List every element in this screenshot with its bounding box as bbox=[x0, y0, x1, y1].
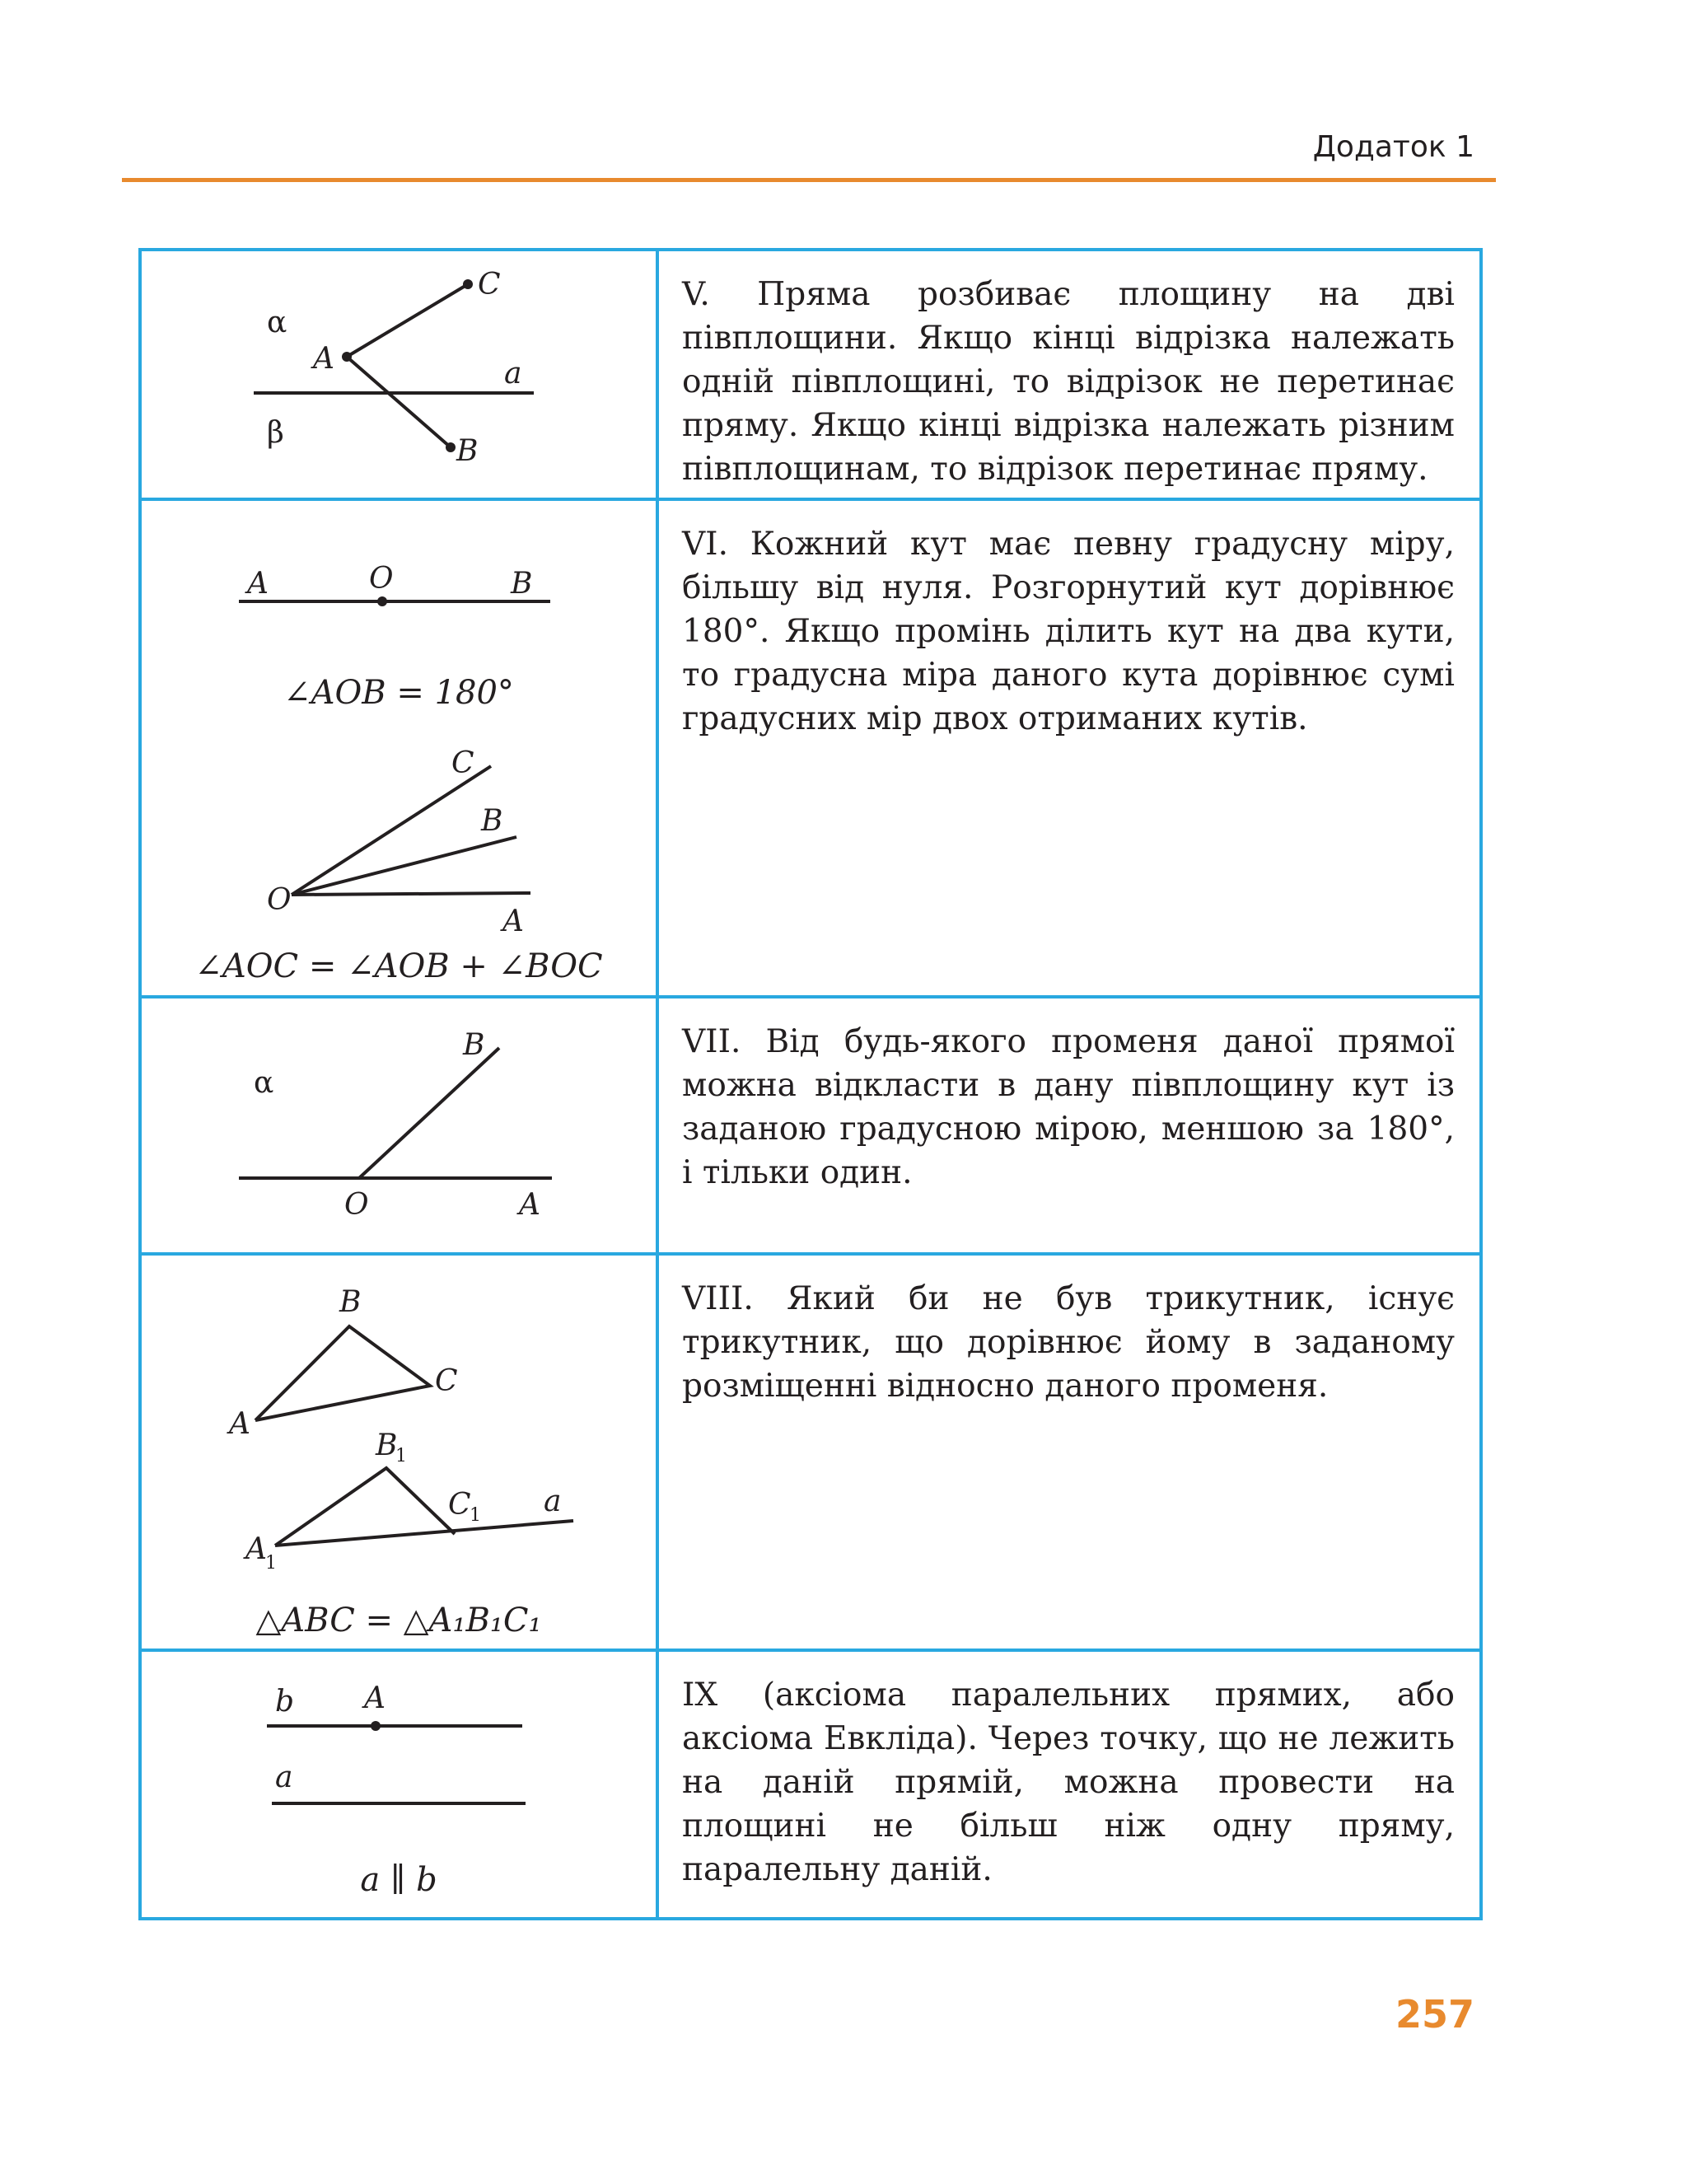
triangle-abc bbox=[255, 1326, 430, 1420]
segment-ab bbox=[347, 357, 451, 447]
axiom-8-text: VIII. Який би не був трикутник, існує трикутник, що дорівнює йому в заданому розміщенні відносно даного променя. bbox=[657, 1254, 1481, 1650]
label-c: C bbox=[435, 1363, 458, 1398]
label-alpha: α bbox=[267, 306, 287, 339]
page-number: 257 bbox=[1395, 1992, 1474, 2037]
point-b bbox=[446, 442, 456, 452]
label-a-angle: A bbox=[502, 905, 524, 939]
ray-ob bbox=[359, 1048, 499, 1178]
angle-measure-diagram bbox=[142, 501, 656, 989]
label-a1: A bbox=[245, 1532, 267, 1566]
half-planes-diagram bbox=[142, 251, 656, 495]
label-o-straight: O bbox=[369, 562, 394, 596]
label-b-straight: B bbox=[511, 567, 533, 601]
label-b: B bbox=[339, 1284, 362, 1319]
axiom-7-figure bbox=[140, 997, 657, 1254]
label-b-angle: B bbox=[481, 804, 503, 839]
ray-oa bbox=[292, 893, 530, 895]
label-ray-a: a bbox=[544, 1484, 562, 1518]
point-a bbox=[371, 1721, 381, 1731]
axiom-6-text: VI. Кожний кут має певну градусну міру, більшу від нуля. Розгорнутий кут дорівнює 180°. Якщо промінь ділить кут на два кути, то градусна міра даного кута дорівнює сумі градусних мір двох отриманих кутів. bbox=[657, 499, 1481, 997]
triangle-congruence-diagram bbox=[142, 1256, 656, 1644]
label-line-a: a bbox=[275, 1761, 293, 1795]
formula-angle-sum: ∠AOC = ∠AOB + ∠BOC bbox=[194, 947, 603, 986]
appendix-title: Додаток 1 bbox=[1312, 130, 1474, 164]
label-point-a: A bbox=[313, 342, 334, 376]
formula-parallel: a ∥ b bbox=[360, 1861, 437, 1900]
label-point-o: O bbox=[344, 1188, 369, 1223]
label-point-a: A bbox=[519, 1188, 540, 1223]
segment-ac bbox=[347, 284, 468, 357]
label-line-a: a bbox=[504, 357, 522, 391]
label-line-b: b bbox=[275, 1685, 295, 1719]
label-b1-sub: 1 bbox=[395, 1445, 407, 1466]
label-o-angle: O bbox=[267, 883, 292, 918]
label-c1-sub: 1 bbox=[470, 1504, 481, 1526]
axiom-row-5 bbox=[140, 250, 1481, 499]
axiom-9-figure bbox=[140, 1650, 657, 1919]
formula-straight-angle: ∠AOB = 180° bbox=[283, 674, 514, 713]
ray-a bbox=[275, 1521, 573, 1546]
label-a1-sub: 1 bbox=[265, 1552, 277, 1574]
axiom-5-text: V. Пряма розбиває площину на дві півплощини. Якщо кінці відрізка належать одній півплощині, то відрізок не перетинає пряму. Якщо кінці відрізка належать різним півплощинам, то відрізок перетинає пряму. bbox=[657, 250, 1481, 499]
header-divider bbox=[122, 178, 1496, 182]
axiom-row-9 bbox=[140, 1650, 1481, 1919]
axioms-table bbox=[138, 248, 1483, 1920]
axiom-6-figure bbox=[140, 499, 657, 997]
axiom-7-text: VII. Від будь-якого променя даної прямої можна відкласти в дану півплощину кут із заданою градусною мірою, меншою за 180°, і тільки один. bbox=[657, 997, 1481, 1254]
label-point-c: C bbox=[478, 268, 501, 302]
point-c bbox=[463, 279, 473, 289]
axiom-row-7 bbox=[140, 997, 1481, 1254]
label-b1: B bbox=[376, 1428, 398, 1462]
label-c-angle: C bbox=[451, 746, 474, 781]
angle-construction-diagram bbox=[142, 998, 656, 1249]
parallel-lines-diagram bbox=[142, 1652, 656, 1914]
label-a-straight: A bbox=[247, 567, 269, 601]
label-beta: β bbox=[267, 416, 284, 450]
formula-triangle-congruence: △ABC = △A₁B₁C₁ bbox=[255, 1601, 542, 1639]
ray-ob bbox=[292, 837, 516, 895]
point-o-straight bbox=[377, 596, 387, 606]
axiom-row-8 bbox=[140, 1254, 1481, 1650]
label-a: A bbox=[229, 1406, 250, 1441]
axiom-5-figure bbox=[140, 250, 657, 499]
label-point-b: B bbox=[463, 1028, 485, 1063]
axiom-row-6 bbox=[140, 499, 1481, 997]
label-c1: C bbox=[448, 1487, 471, 1522]
point-a bbox=[342, 352, 352, 362]
axiom-9-text: IX (аксіома паралельних прямих, або аксіома Евкліда). Через точку, що не лежить на даній прямій, можна провести на площині не більш ніж одну пряму, паралельну даній. bbox=[657, 1650, 1481, 1919]
axiom-8-figure bbox=[140, 1254, 657, 1650]
label-alpha: α bbox=[254, 1066, 274, 1101]
ray-oc bbox=[292, 766, 491, 895]
label-point-b: B bbox=[456, 434, 479, 468]
label-point-a: A bbox=[364, 1681, 386, 1716]
